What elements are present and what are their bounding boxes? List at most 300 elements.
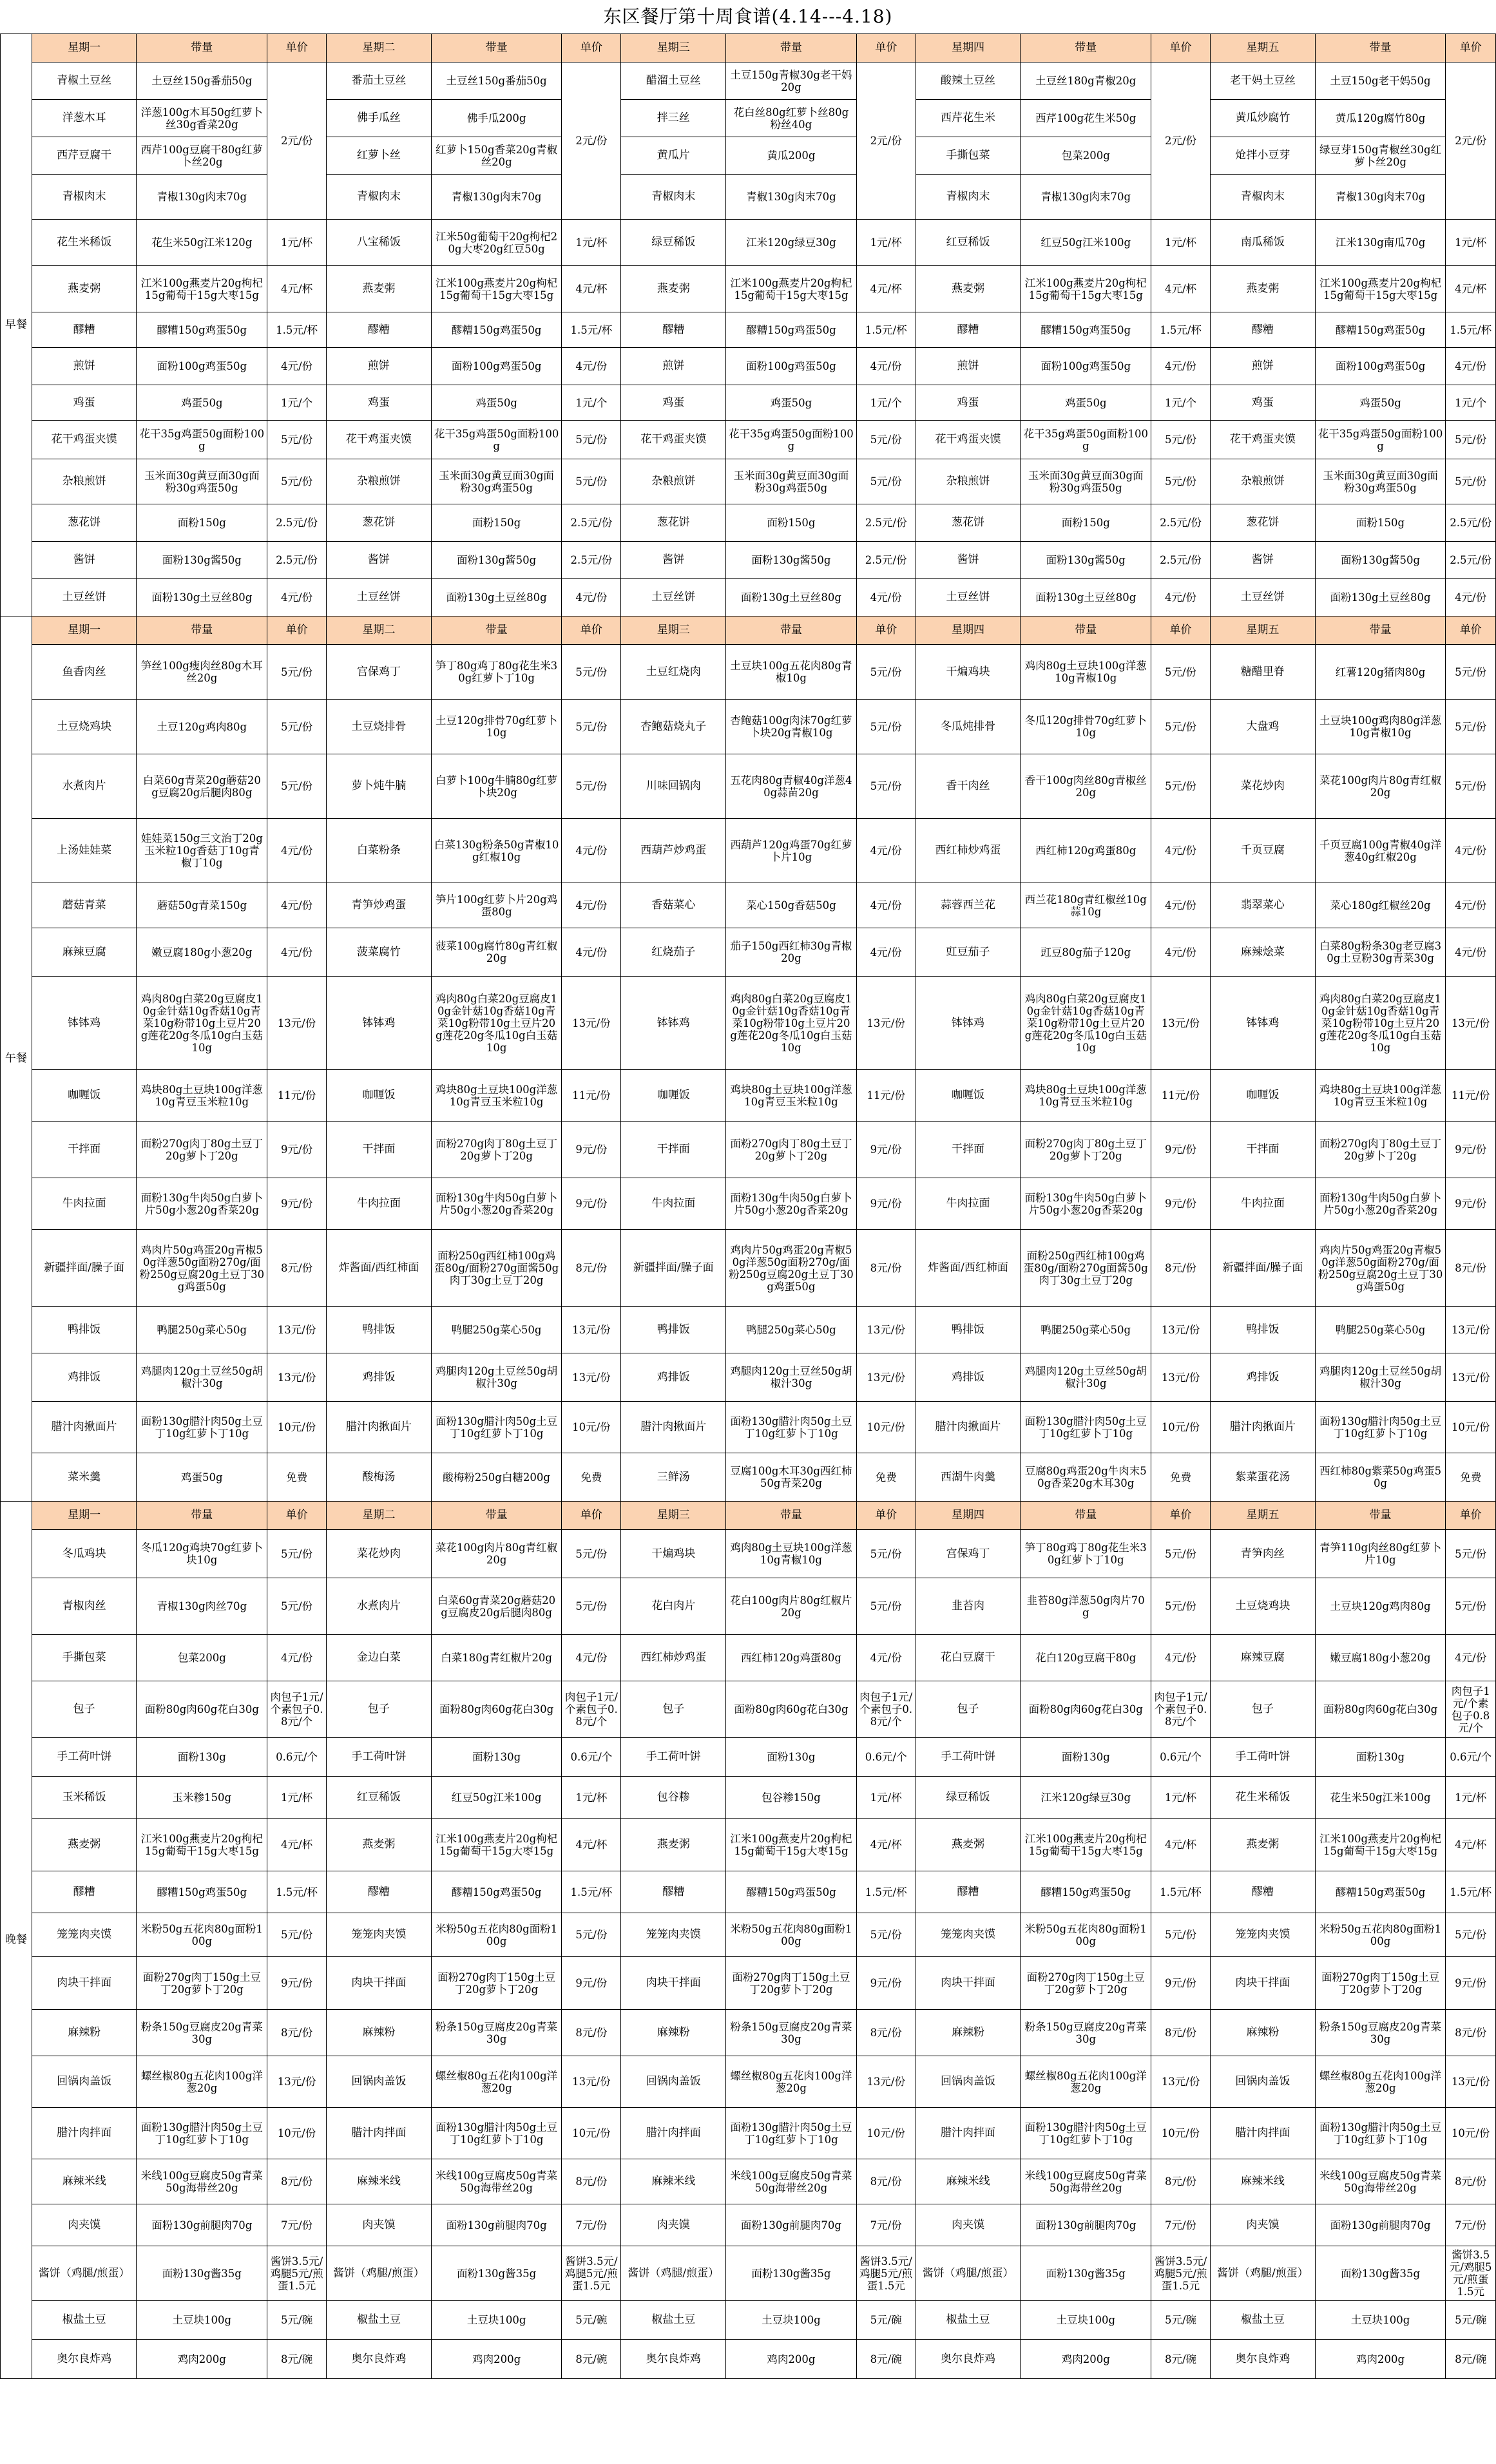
dish-ingredients: 鸡块80g土豆块100g洋葱10g青豆玉米粒10g [1315, 1070, 1446, 1122]
dish-price: 1元/杯 [856, 1777, 916, 1819]
dish-ingredients: 面粉250g西红柿100g鸡蛋80g/面粉270g面酱50g肉丁30g土豆丁20g [431, 1230, 562, 1307]
dish-price: 10元/份 [562, 2108, 621, 2159]
dish-name: 八宝稀饭 [327, 220, 432, 266]
dish-ingredients: 青椒130g肉末70g [137, 175, 267, 220]
dish-ingredients: 面粉130g前腿肉70g [431, 2204, 562, 2246]
dish-ingredients: 螺丝椒80g五花肉100g洋葱20g [431, 2056, 562, 2108]
price-header: 单价 [267, 616, 327, 645]
dish-price: 5元/份 [562, 1578, 621, 1635]
dish-ingredients: 玉米面30g黄豆面30g面粉30g鸡蛋50g [1021, 459, 1151, 504]
dish-ingredients: 鸭腿250g菜心50g [1021, 1307, 1151, 1353]
dish-name: 土豆烧鸡块 [32, 700, 137, 754]
dish-price: 5元/碗 [1446, 2301, 1496, 2340]
dish-price: 1.5元/杯 [562, 312, 621, 348]
dish-price: 8元/份 [1446, 2159, 1496, 2204]
dish-ingredients: 嫩豆腐180g小葱20g [1315, 1635, 1446, 1681]
dish-ingredients: 笋丁80g鸡丁80g花生米30g红萝卜丁10g [431, 645, 562, 700]
dish-price: 8元/份 [562, 2159, 621, 2204]
dish-price: 5元/份 [856, 1578, 916, 1635]
dish-name: 燕麦粥 [916, 1819, 1021, 1871]
dish-price: 5元/份 [562, 1913, 621, 1957]
dish-ingredients: 土豆丝150g番茄50g [431, 62, 562, 100]
dish-ingredients: 蘑菇50g青菜150g [137, 883, 267, 928]
dish-ingredients: 包菜200g [1021, 137, 1151, 175]
dish-name: 花生米稀饭 [32, 220, 137, 266]
dish-ingredients: 包谷糁150g [726, 1777, 857, 1819]
dish-ingredients: 米粉50g五花肉80g面粉100g [1021, 1913, 1151, 1957]
dish-name: 洋葱木耳 [32, 100, 137, 137]
dish-name: 燕麦粥 [621, 1819, 726, 1871]
dish-ingredients: 花白100g肉片80g红椒片20g [726, 1578, 857, 1635]
menu-row [1, 1070, 1496, 1122]
dish-name: 麻辣米线 [621, 2159, 726, 2204]
dish-ingredients: 鸡肉片50g鸡蛋20g青椒50g洋葱50g面粉270g/面粉250g豆腐20g土豆丁30g鸡蛋50g [1315, 1230, 1446, 1307]
dish-name: 椒盐土豆 [621, 2301, 726, 2340]
dish-name: 花干鸡蛋夹馍 [621, 421, 726, 459]
dish-ingredients: 江米100g燕麦片20g枸杞15g葡萄干15g大枣15g [431, 1819, 562, 1871]
dish-price: 5元/份 [856, 645, 916, 700]
dish-price: 7元/份 [1446, 2204, 1496, 2246]
price-header: 单价 [267, 34, 327, 62]
dish-price: 5元/份 [562, 421, 621, 459]
dish-ingredients: 鸭腿250g菜心50g [1315, 1307, 1446, 1353]
dish-name: 牛肉拉面 [32, 1178, 137, 1230]
dish-price: 4元/份 [562, 348, 621, 385]
dish-name: 西红柿炒鸡蛋 [621, 1635, 726, 1681]
dish-ingredients: 面粉130g腊汁肉50g土豆丁10g红萝卜丁10g [431, 1402, 562, 1453]
dish-price: 4元/份 [856, 819, 916, 883]
menu-row [1, 421, 1496, 459]
dish-name: 杂粮煎饼 [32, 459, 137, 504]
dish-price: 13元/份 [1446, 2056, 1496, 2108]
dish-price: 13元/份 [267, 2056, 327, 2108]
dish-ingredients: 粉条150g豆腐皮20g青菜30g [1315, 2010, 1446, 2056]
dish-name: 包子 [1210, 1681, 1315, 1738]
day-header: 星期五 [1210, 1502, 1315, 1530]
dish-price: 13元/份 [267, 977, 327, 1070]
dish-name: 醪糟 [327, 1871, 432, 1913]
dish-name: 绿豆稀饭 [916, 1777, 1021, 1819]
dish-ingredients: 豇豆80g茄子120g [1021, 928, 1151, 977]
menu-row [1, 1530, 1496, 1578]
dish-name: 干煸鸡块 [916, 645, 1021, 700]
dish-price: 免费 [1151, 1453, 1211, 1502]
dish-name: 青椒肉末 [916, 175, 1021, 220]
dish-ingredients: 鸡肉200g [431, 2340, 562, 2379]
dish-name: 回锅肉盖饭 [1210, 2056, 1315, 2108]
dish-price: 11元/份 [562, 1070, 621, 1122]
dish-name: 牛肉拉面 [621, 1178, 726, 1230]
dish-price: 5元/碗 [1151, 2301, 1211, 2340]
dish-price: 免费 [267, 1453, 327, 1502]
dish-ingredients: 红豆50g江米100g [1021, 220, 1151, 266]
dish-ingredients: 面粉100g鸡蛋50g [1315, 348, 1446, 385]
dish-price: 4元/份 [1151, 883, 1211, 928]
dish-name: 西芹花生米 [916, 100, 1021, 137]
dish-ingredients: 红萝卜150g香菜20g青椒丝20g [431, 137, 562, 175]
dish-ingredients: 江米100g燕麦片20g枸杞15g葡萄干15g大枣15g [1021, 1819, 1151, 1871]
dish-ingredients: 江米100g燕麦片20g枸杞15g葡萄干15g大枣15g [726, 1819, 857, 1871]
dish-ingredients: 面粉130g [431, 1738, 562, 1777]
dish-ingredients: 面粉100g鸡蛋50g [1021, 348, 1151, 385]
dish-name: 大盘鸡 [1210, 700, 1315, 754]
dish-name: 椒盐土豆 [32, 2301, 137, 2340]
dish-ingredients: 鸡腿肉120g土豆丝50g胡椒汁30g [726, 1353, 857, 1402]
dish-price: 4元/份 [1151, 1635, 1211, 1681]
dish-price: 4元/份 [856, 883, 916, 928]
dish-price: 9元/份 [562, 1178, 621, 1230]
day-header-row [1, 616, 1496, 645]
dish-price: 9元/份 [856, 1122, 916, 1178]
dish-name: 土豆红烧肉 [621, 645, 726, 700]
menu-row [1, 385, 1496, 421]
dish-price: 肉包子1元/个素包子0.8元/个 [267, 1681, 327, 1738]
dish-ingredients: 黄瓜200g [726, 137, 857, 175]
dish-price: 5元/份 [267, 1530, 327, 1578]
dish-name: 鸭排饭 [916, 1307, 1021, 1353]
dish-name: 干拌面 [916, 1122, 1021, 1178]
menu-row [1, 348, 1496, 385]
dish-ingredients: 面粉130g土豆丝80g [726, 579, 857, 616]
dish-ingredients: 面粉130g [137, 1738, 267, 1777]
dish-name: 蒜蓉西兰花 [916, 883, 1021, 928]
dish-name: 红豆稀饭 [327, 1777, 432, 1819]
dish-ingredients: 土豆块100g [431, 2301, 562, 2340]
dish-ingredients: 黄瓜120g腐竹80g [1315, 100, 1446, 137]
dish-price: 2.5元/份 [1446, 542, 1496, 579]
price-header: 单价 [562, 34, 621, 62]
dish-price: 5元/份 [1151, 700, 1211, 754]
dish-name: 鸡蛋 [327, 385, 432, 421]
dish-ingredients: 粉条150g豆腐皮20g青菜30g [431, 2010, 562, 2056]
price-header: 单价 [1446, 34, 1496, 62]
dish-name: 宫保鸡丁 [916, 1530, 1021, 1578]
dish-ingredients: 螺丝椒80g五花肉100g洋葱20g [137, 2056, 267, 2108]
dish-price: 5元/份 [1151, 459, 1211, 504]
dish-ingredients: 土豆块100g [726, 2301, 857, 2340]
dish-price: 酱饼3.5元/鸡腿5元/煎蛋1.5元 [1446, 2246, 1496, 2301]
dish-price: 8元/份 [856, 2159, 916, 2204]
dish-price: 4元/杯 [1151, 1819, 1211, 1871]
dish-price: 13元/份 [1446, 1353, 1496, 1402]
detail-header: 带量 [1021, 34, 1151, 62]
menu-row [1, 645, 1496, 700]
dish-name: 手撕包菜 [32, 1635, 137, 1681]
dish-name: 花干鸡蛋夹馍 [32, 421, 137, 459]
dish-price: 肉包子1元/个素包子0.8元/个 [856, 1681, 916, 1738]
dish-price: 4元/份 [267, 819, 327, 883]
dish-ingredients: 鸡腿肉120g土豆丝50g胡椒汁30g [137, 1353, 267, 1402]
dish-price: 肉包子1元/个素包子0.8元/个 [1151, 1681, 1211, 1738]
dish-name: 肉夹馍 [32, 2204, 137, 2246]
dish-name: 醪糟 [327, 312, 432, 348]
dish-name: 黄瓜炒腐竹 [1210, 100, 1315, 137]
dish-name: 笼笼肉夹馍 [1210, 1913, 1315, 1957]
meal-category-label: 午餐 [1, 616, 32, 1502]
dish-name: 红萝卜丝 [327, 137, 432, 175]
dish-price: 9元/份 [267, 1178, 327, 1230]
dish-ingredients: 鸡块80g土豆块100g洋葱10g青豆玉米粒10g [726, 1070, 857, 1122]
dish-name: 花干鸡蛋夹馍 [916, 421, 1021, 459]
dish-ingredients: 玉米面30g黄豆面30g面粉30g鸡蛋50g [137, 459, 267, 504]
day-header: 星期二 [327, 1502, 432, 1530]
dish-price: 1元/个 [562, 385, 621, 421]
dish-ingredients: 鸡肉80g白菜20g豆腐皮10g金针菇10g香菇10g青菜10g粉带10g土豆片20g莲花20g冬瓜10g白玉菇10g [1315, 977, 1446, 1070]
detail-header: 带量 [431, 1502, 562, 1530]
dish-name: 腊汁肉拌面 [916, 2108, 1021, 2159]
dish-name: 奥尔良炸鸡 [327, 2340, 432, 2379]
price-header: 单价 [1151, 34, 1211, 62]
dish-ingredients: 鸡肉200g [1021, 2340, 1151, 2379]
dish-name: 青椒肉丝 [32, 1578, 137, 1635]
dish-ingredients: 玉米面30g黄豆面30g面粉30g鸡蛋50g [1315, 459, 1446, 504]
dish-price: 13元/份 [1151, 977, 1211, 1070]
dish-name: 宫保鸡丁 [327, 645, 432, 700]
dish-price: 4元/份 [1446, 579, 1496, 616]
dish-price: 8元/份 [267, 2010, 327, 2056]
dish-price: 4元/份 [267, 883, 327, 928]
dish-price: 5元/份 [856, 754, 916, 819]
dish-name: 酱饼（鸡腿/煎蛋） [327, 2246, 432, 2301]
dish-ingredients: 面粉130g牛肉50g白萝卜片50g小葱20g香菜20g [1021, 1178, 1151, 1230]
dish-name: 咖喱饭 [32, 1070, 137, 1122]
dish-ingredients: 面粉130g酱35g [1315, 2246, 1446, 2301]
dish-ingredients: 面粉130g腊汁肉50g土豆丁10g红萝卜丁10g [1315, 1402, 1446, 1453]
dish-ingredients: 土豆块100g五花肉80g青椒10g [726, 645, 857, 700]
dish-name: 鸡排饭 [1210, 1353, 1315, 1402]
dish-price: 5元/份 [1151, 754, 1211, 819]
dish-price: 5元/份 [562, 700, 621, 754]
dish-ingredients: 面粉270g肉丁150g土豆丁20g萝卜丁20g [726, 1957, 857, 2010]
dish-price: 1.5元/杯 [267, 312, 327, 348]
price-header: 单价 [562, 616, 621, 645]
dish-ingredients: 笋丝100g瘦肉丝80g木耳丝20g [137, 645, 267, 700]
dish-price: 5元/份 [267, 1578, 327, 1635]
dish-price: 4元/份 [1151, 579, 1211, 616]
dish-name: 牛肉拉面 [1210, 1178, 1315, 1230]
dish-price: 5元/份 [562, 645, 621, 700]
dish-price: 10元/份 [1151, 1402, 1211, 1453]
dish-ingredients: 鸡腿肉120g土豆丝50g胡椒汁30g [431, 1353, 562, 1402]
dish-ingredients: 面粉80g肉60g花白30g [431, 1681, 562, 1738]
dish-name: 麻辣米线 [32, 2159, 137, 2204]
dish-price: 10元/份 [856, 1402, 916, 1453]
dish-price: 5元/份 [1446, 421, 1496, 459]
dish-price: 1.5元/杯 [1151, 1871, 1211, 1913]
dish-name: 葱花饼 [1210, 504, 1315, 542]
menu-row [1, 928, 1496, 977]
dish-name: 新疆拌面/臊子面 [1210, 1230, 1315, 1307]
dish-ingredients: 青椒130g肉末70g [1021, 175, 1151, 220]
dish-price: 4元/杯 [1151, 266, 1211, 312]
dish-name: 鸭排饭 [32, 1307, 137, 1353]
dish-name: 糖醋里脊 [1210, 645, 1315, 700]
dish-ingredients: 鸭腿250g菜心50g [431, 1307, 562, 1353]
dish-ingredients: 西芹100g花生米50g [1021, 100, 1151, 137]
dish-ingredients: 花干35g鸡蛋50g面粉100g [1021, 421, 1151, 459]
dish-price: 2.5元/份 [562, 504, 621, 542]
dish-ingredients: 鸡蛋50g [137, 1453, 267, 1502]
meal-category-label: 早餐 [1, 34, 32, 616]
dish-price: 13元/份 [856, 2056, 916, 2108]
dish-name: 鸡排饭 [916, 1353, 1021, 1402]
dish-name: 包子 [32, 1681, 137, 1738]
dish-price: 13元/份 [856, 1353, 916, 1402]
detail-header: 带量 [1021, 1502, 1151, 1530]
dish-name: 手工荷叶饼 [32, 1738, 137, 1777]
dish-name: 黄瓜片 [621, 137, 726, 175]
detail-header: 带量 [431, 616, 562, 645]
dish-ingredients: 白菜60g青菜20g蘑菇20g豆腐20g后腿肉80g [137, 754, 267, 819]
menu-row [1, 1913, 1496, 1957]
dish-price: 9元/份 [267, 1957, 327, 2010]
dish-price: 8元/碗 [1446, 2340, 1496, 2379]
dish-price: 4元/份 [856, 348, 916, 385]
dish-ingredients: 醪糟150g鸡蛋50g [137, 1871, 267, 1913]
menu-row [1, 754, 1496, 819]
dish-price: 5元/份 [562, 1530, 621, 1578]
dish-name: 蘑菇青菜 [32, 883, 137, 928]
dish-price: 8元/份 [1151, 2010, 1211, 2056]
dish-price: 4元/份 [562, 819, 621, 883]
dish-price: 免费 [562, 1453, 621, 1502]
dish-name: 炸酱面/西红柿面 [327, 1230, 432, 1307]
menu-row [1, 1777, 1496, 1819]
dish-name: 酱饼 [32, 542, 137, 579]
dish-name: 钵钵鸡 [916, 977, 1021, 1070]
dish-price: 13元/份 [1446, 977, 1496, 1070]
dish-name: 燕麦粥 [327, 266, 432, 312]
day-header: 星期三 [621, 34, 726, 62]
dish-price: 5元/份 [267, 421, 327, 459]
dish-price: 5元/份 [267, 645, 327, 700]
dish-price: 13元/份 [267, 1307, 327, 1353]
dish-ingredients: 粉条150g豆腐皮20g青菜30g [137, 2010, 267, 2056]
dish-name: 新疆拌面/臊子面 [621, 1230, 726, 1307]
dish-price: 5元/份 [562, 459, 621, 504]
day-header-row [1, 1502, 1496, 1530]
detail-header: 带量 [137, 34, 267, 62]
price-header: 单价 [856, 1502, 916, 1530]
dish-name: 杏鲍菇烧丸子 [621, 700, 726, 754]
dish-price: 9元/份 [1446, 1122, 1496, 1178]
dish-ingredients: 江米130g南瓜70g [1315, 220, 1446, 266]
dish-name: 杂粮煎饼 [327, 459, 432, 504]
dish-name: 鸡蛋 [1210, 385, 1315, 421]
dish-name: 手工荷叶饼 [916, 1738, 1021, 1777]
dish-price: 5元/份 [267, 1913, 327, 1957]
dish-price: 4元/杯 [267, 266, 327, 312]
dish-price: 1元/杯 [562, 1777, 621, 1819]
dish-name: 佛手瓜丝 [327, 100, 432, 137]
dish-ingredients: 杏鲍菇100g肉沫70g红萝卜块20g青椒10g [726, 700, 857, 754]
dish-name: 燕麦粥 [327, 1819, 432, 1871]
dish-price: 8元/份 [1446, 1230, 1496, 1307]
dish-price: 4元/份 [562, 928, 621, 977]
day-header: 星期四 [916, 1502, 1021, 1530]
dish-ingredients: 千页豆腐100g青椒40g洋葱40g红椒20g [1315, 819, 1446, 883]
dish-name: 醪糟 [1210, 312, 1315, 348]
dish-name: 包子 [327, 1681, 432, 1738]
dish-price: 2元/份 [1151, 62, 1211, 220]
dish-price: 13元/份 [267, 1353, 327, 1402]
dish-name: 煎饼 [1210, 348, 1315, 385]
dish-ingredients: 鸡蛋50g [137, 385, 267, 421]
dish-name: 金边白菜 [327, 1635, 432, 1681]
day-header: 星期四 [916, 616, 1021, 645]
dish-name: 青椒肉末 [621, 175, 726, 220]
dish-price: 13元/份 [1151, 2056, 1211, 2108]
dish-name: 腊汁肉拌面 [621, 2108, 726, 2159]
dish-ingredients: 醪糟150g鸡蛋50g [1021, 1871, 1151, 1913]
dish-price: 酱饼3.5元/鸡腿5元/煎蛋1.5元 [1151, 2246, 1211, 2301]
dish-name: 白菜粉条 [327, 819, 432, 883]
dish-ingredients: 土豆150g青椒30g老干妈20g [726, 62, 857, 100]
dish-ingredients: 土豆150g老干妈50g [1315, 62, 1446, 100]
dish-name: 煎饼 [327, 348, 432, 385]
dish-name: 菠菜腐竹 [327, 928, 432, 977]
dish-name: 土豆丝饼 [327, 579, 432, 616]
dish-name: 燕麦粥 [621, 266, 726, 312]
dish-ingredients: 鸭腿250g菜心50g [137, 1307, 267, 1353]
dish-price: 1.5元/杯 [1446, 1871, 1496, 1913]
dish-name: 腊汁肉拌面 [327, 2108, 432, 2159]
dish-name: 酱饼 [916, 542, 1021, 579]
menu-row [1, 100, 1496, 137]
menu-row [1, 2340, 1496, 2379]
dish-ingredients: 米粉50g五花肉80g面粉100g [1315, 1913, 1446, 1957]
dish-ingredients: 白菜80g粉条30g老豆腐30g土豆粉30g青菜30g [1315, 928, 1446, 977]
dish-ingredients: 花白120g豆腐干80g [1021, 1635, 1151, 1681]
detail-header: 带量 [726, 34, 857, 62]
dish-name: 牛肉拉面 [916, 1178, 1021, 1230]
dish-price: 4元/份 [562, 883, 621, 928]
dish-ingredients: 花生米50g江米120g [137, 220, 267, 266]
dish-name: 干煸鸡块 [621, 1530, 726, 1578]
dish-name: 笼笼肉夹馍 [32, 1913, 137, 1957]
dish-ingredients: 鸡块80g土豆块100g洋葱10g青豆玉米粒10g [137, 1070, 267, 1122]
dish-name: 土豆烧排骨 [327, 700, 432, 754]
dish-name: 醪糟 [1210, 1871, 1315, 1913]
dish-price: 1.5元/杯 [1151, 312, 1211, 348]
dish-ingredients: 白菜60g青菜20g蘑菇20g豆腐皮20g后腿肉80g [431, 1578, 562, 1635]
dish-ingredients: 鸡肉片50g鸡蛋20g青椒50g洋葱50g面粉270g/面粉250g豆腐20g土豆丁30g鸡蛋50g [726, 1230, 857, 1307]
dish-ingredients: 玉米面30g黄豆面30g面粉30g鸡蛋50g [726, 459, 857, 504]
dish-price: 免费 [1446, 1453, 1496, 1502]
dish-price: 8元/碗 [856, 2340, 916, 2379]
dish-name: 花生米稀饭 [1210, 1777, 1315, 1819]
dish-price: 4元/份 [562, 1635, 621, 1681]
dish-ingredients: 面粉130g牛肉50g白萝卜片50g小葱20g香菜20g [137, 1178, 267, 1230]
dish-ingredients: 鸭腿250g菜心50g [726, 1307, 857, 1353]
dish-name: 肉块干拌面 [916, 1957, 1021, 2010]
dish-ingredients: 西红柿80g紫菜50g鸡蛋50g [1315, 1453, 1446, 1502]
dish-price: 5元/份 [562, 754, 621, 819]
dish-ingredients: 面粉130g腊汁肉50g土豆丁10g红萝卜丁10g [1021, 1402, 1151, 1453]
dish-price: 0.6元/个 [562, 1738, 621, 1777]
dish-name: 酱饼（鸡腿/煎蛋） [916, 2246, 1021, 2301]
dish-name: 腊汁肉揪面片 [916, 1402, 1021, 1453]
dish-price: 9元/份 [562, 1957, 621, 2010]
dish-name: 酸梅汤 [327, 1453, 432, 1502]
dish-price: 0.6元/个 [1151, 1738, 1211, 1777]
dish-ingredients: 花干35g鸡蛋50g面粉100g [726, 421, 857, 459]
dish-name: 青椒土豆丝 [32, 62, 137, 100]
day-header: 星期五 [1210, 616, 1315, 645]
detail-header: 带量 [1021, 616, 1151, 645]
dish-name: 咖喱饭 [916, 1070, 1021, 1122]
dish-name: 腊汁肉拌面 [1210, 2108, 1315, 2159]
